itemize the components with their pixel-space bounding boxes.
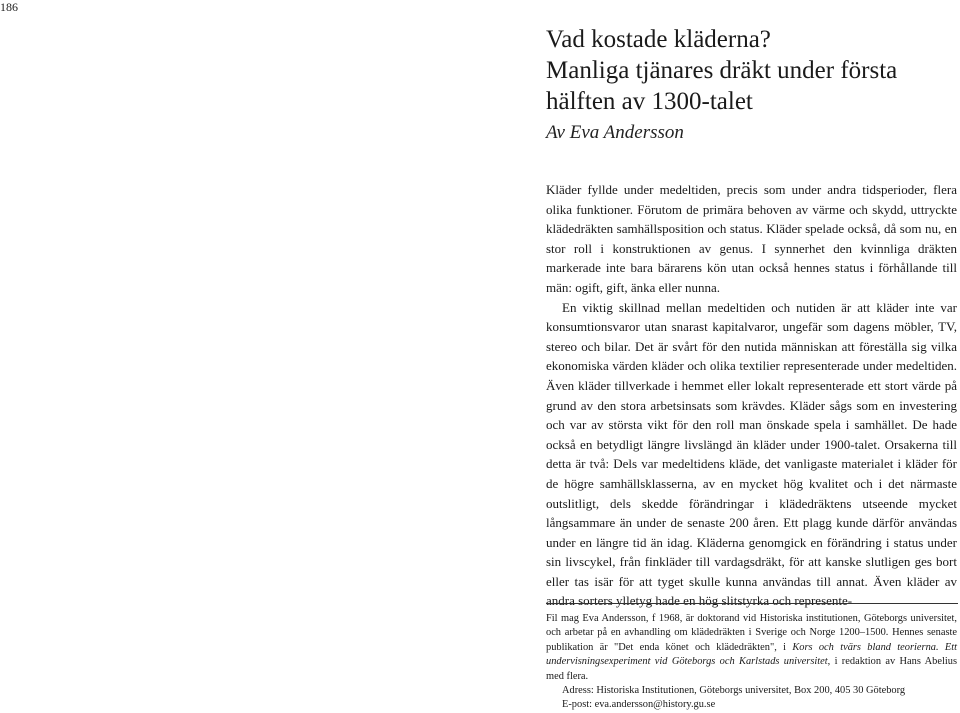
article-title-line-1: Vad kostade kläderna? — [546, 26, 771, 53]
author-bio-editor: , i redaktion av Hans Abelius med flera. — [546, 656, 957, 682]
article-title-line-2: Manliga tjänares dräkt under första — [546, 57, 898, 84]
publication-title: Kors och tvärs bland teorierna. Ett undervisningsexperiment vid Göteborgs och Karlstads universitet — [546, 641, 958, 668]
author-bio-text: Fil mag Eva Andersson, f 1968, är doktorand vid Historiska institutionen, Göteborgs universitet, och arbetar på en avhandling om klädedräkten i Sverige och Norge 1200–1500. Hennes senaste publikation är "Det enda könet och klädedräkten", i — [546, 613, 957, 653]
footnote-divider — [546, 603, 958, 604]
title-block — [546, 24, 946, 145]
author-footnote — [546, 612, 957, 713]
body-paragraph-2: En viktig skillnad mellan medeltiden och nutiden är att kläder inte var konsumtionsvaror utan snarast kapitalvaror, ungefär som dagens möbler, TV, stereo och bilar. Det är svårt för den nutida människan att föreställa sig vilka ekonomiska värden kläder och olika textilier representerade under medeltiden. Även kläder tillverkade i hemmet eller lokalt representerade ett stort värde på grund av den stora arbetsinsats som krävdes. Kläder sågs som en investering och var av största vikt för den roll man önskade spela i samhället. De hade också en betydligt längre livslängd än kläder under 1900-talet. Orsakerna till detta är två: Dels var medeltidens kläde, det vanligaste materialet i kläder för de högre samhällsklasserna, av en mycket hög kvalitet och i det närmaste outslitligt, dels skedde förändringar i klädedräktens utseende mycket långsammare än under de senaste 200 åren. Ett plagg kunde därför användas under en längre tid än idag. Kläderna genomgick en förändring i status under sin livscykel, från finkläder till vardagsdräkt, för att kanske slutligen ges bort eller tas isär för att tyget skulle kunna användas till annat. Även kläder av andra sorters ylletyg hade en hög slitstyrka och represente- — [546, 299, 957, 609]
author-byline: Av Eva Andersson — [546, 122, 684, 143]
article-title-line-3: hälften av 1300-talet — [546, 88, 753, 115]
body-paragraph-1: Kläder fyllde under medeltiden, precis som under andra tidsperioder, flera olika funktioner. Förutom de primära behoven av värme och skydd, uttryckte klädedräkten samhällsposition och status. Kläder spelade också, då som nu, en stor roll i konstruktionen av genus. I synnerhet den kvinnliga dräkten markerade inte bara bärarens kön utan också hennes status i förhållande till män: ogift, gift, änka eller nunna. — [546, 182, 957, 295]
postal-address: Adress: Historiska Institutionen, Göteborgs universitet, Box 200, 405 30 Göteborg — [562, 685, 906, 697]
email-address: E-post: eva.andersson@history.gu.se — [562, 699, 716, 711]
page-number: 186 — [0, 0, 18, 14]
author-bio — [546, 612, 957, 684]
article-body — [546, 180, 957, 611]
